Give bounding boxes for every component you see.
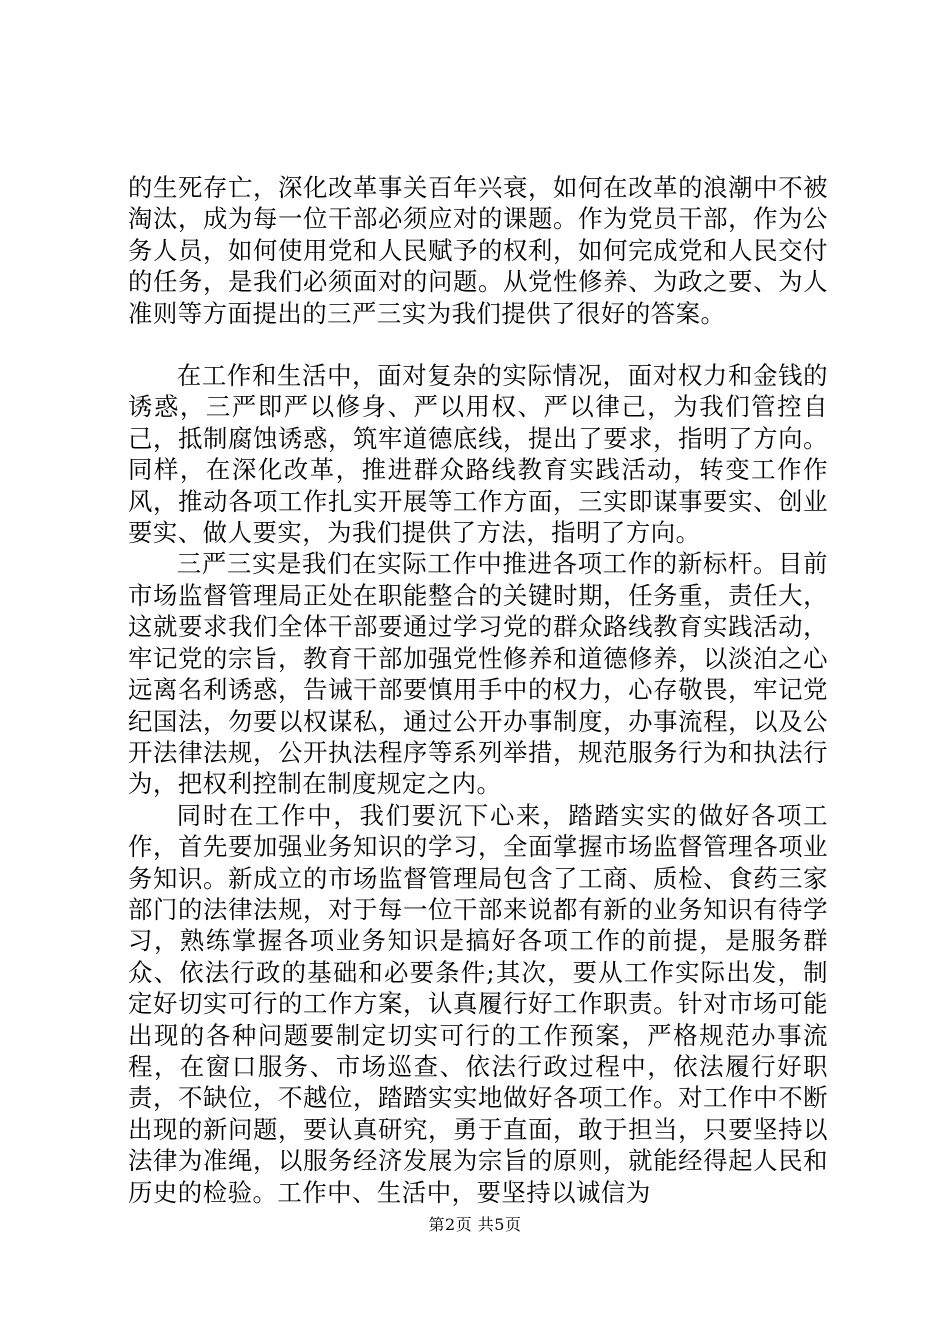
paragraph-3: 三严三实是我们在实际工作中推进各项工作的新标杆。目前市场监督管理局正处在职能整合的关键时期，任务重，责任大，这就要求我们全体干部要通过学习党的群众路线教育实践活动，牢记党的宗旨，教育干部加强党性修养和道德修养，以淡泊之心远离名利诱惑，告诫干部要慎用手中的权力，心存敬畏，牢记党纪国法，勿要以权谋私，通过公开办事制度，办事流程，以及公开法律法规，公开执法程序等系列举措，规范服务行为和执法行为，把权利控制在制度规定之内。 xyxy=(128,549,828,799)
page-number-footer: 第2页 共5页 xyxy=(428,1215,522,1234)
paragraph-1: 的生死存亡，深化改革事关百年兴衰，如何在改革的浪潮中不被淘汰，成为每一位干部必须应对的课题。作为党员干部，作为公务人员，如何使用党和人民赋予的权利，如何完成党和人民交付的任务，是我们必须面对的问题。从党性修养、为政之要、为人准则等方面提出的三严三实为我们提供了很好的答案。 xyxy=(128,173,828,328)
document-body xyxy=(128,172,828,1208)
paragraph-4: 同时在工作中，我们要沉下心来，踏踏实实的做好各项工作，首先要加强业务知识的学习，全面掌握市场监督管理各项业务知识。新成立的市场监督管理局包含了工商、质检、食药三家部门的法律法规，对于每一位干部来说都有新的业务知识有待学习，熟练掌握各项业务知识是搞好各项工作的前提，是服务群众、依法行政的基础和必要条件;其次，要从工作实际出发，制定好切实可行的工作方案，认真履行好工作职责。针对市场可能出现的各种问题要制定切实可行的工作预案，严格规范办事流程，在窗口服务、市场巡查、依法行政过程中，依法履行好职责，不缺位，不越位，踏踏实实地做好各项工作。对工作中不断出现的新问题，要认真研究，勇于直面，敢于担当，只要坚持以法律为准绳，以服务经济发展为宗旨的原则，就能经得起人民和历史的检验。工作中、生活中，要坚持以诚信为 xyxy=(128,800,828,1207)
paragraph-2: 在工作和生活中，面对复杂的实际情况，面对权力和金钱的诱惑，三严即严以修身、严以用权、严以律己，为我们管控自己，抵制腐蚀诱惑，筑牢道德底线，提出了要求，指明了方向。同样，在深化改革，推进群众路线教育实践活动，转变工作作风，推动各项工作扎实开展等工作方面，三实即谋事要实、创业要实、做人要实，为我们提供了方法，指明了方向。 xyxy=(128,361,828,548)
